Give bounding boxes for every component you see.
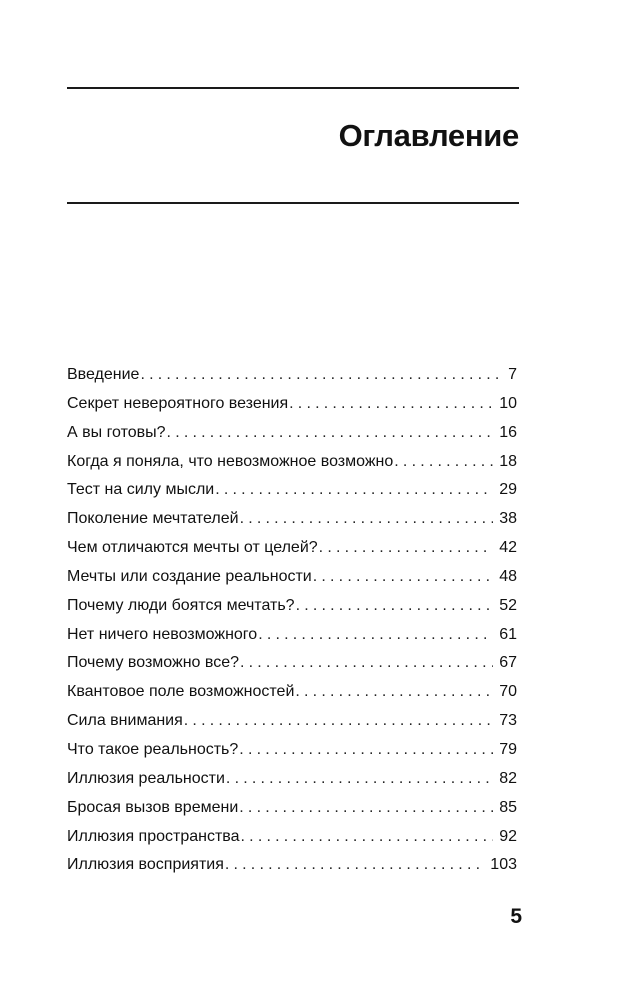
toc-entry[interactable] bbox=[67, 366, 517, 395]
toc-leader-dots bbox=[313, 568, 493, 586]
toc-entry-title: Тест на силу мысли bbox=[67, 481, 215, 499]
toc-leader-dots bbox=[295, 683, 493, 701]
toc-leader-dots bbox=[241, 828, 494, 846]
toc-entry[interactable] bbox=[67, 654, 517, 683]
toc-entry-title: Когда я поняла, что невозможное возможно bbox=[67, 452, 394, 470]
toc-leader-dots bbox=[225, 856, 484, 874]
toc-entry[interactable] bbox=[67, 626, 517, 655]
toc-leader-dots bbox=[167, 424, 494, 442]
toc-entry-page: 82 bbox=[499, 769, 517, 787]
toc-entry-page: 18 bbox=[499, 452, 517, 470]
top-rule bbox=[67, 87, 519, 89]
toc-entry-page: 73 bbox=[499, 712, 517, 730]
toc-entry-title: Иллюзия пространства bbox=[67, 827, 240, 845]
toc-entry-title: Нет ничего невозможного bbox=[67, 625, 258, 643]
toc-entry-title: Чем отличаются мечты от целей? bbox=[67, 539, 318, 557]
toc-leader-dots bbox=[239, 799, 493, 817]
toc-leader-dots bbox=[240, 510, 494, 528]
toc-entry-title: Иллюзия восприятия bbox=[67, 856, 224, 874]
toc-entry-title: Что такое реальность? bbox=[67, 740, 239, 758]
toc-entry-title: Сила внимания bbox=[67, 712, 183, 730]
toc-leader-dots bbox=[184, 712, 493, 730]
toc-entry-title: Мечты или создание реальности bbox=[67, 567, 312, 585]
toc-leader-dots bbox=[296, 597, 494, 615]
toc-leader-dots bbox=[140, 366, 502, 384]
toc-entry-title: Бросая вызов времени bbox=[67, 798, 239, 816]
toc-entry-page: 29 bbox=[499, 481, 517, 499]
toc-entry[interactable] bbox=[67, 510, 517, 539]
toc-entry-page: 7 bbox=[508, 366, 517, 383]
toc-leader-dots bbox=[239, 741, 493, 759]
toc-entry[interactable] bbox=[67, 395, 517, 424]
toc-leader-dots bbox=[289, 395, 493, 413]
toc-entry[interactable] bbox=[67, 453, 517, 482]
toc-entry-title: Введение bbox=[67, 366, 140, 383]
toc-leader-dots bbox=[226, 770, 493, 788]
toc-leader-dots bbox=[240, 654, 493, 672]
toc-entry[interactable] bbox=[67, 568, 517, 597]
toc-entry-page: 42 bbox=[499, 539, 517, 557]
table-of-contents bbox=[67, 366, 517, 885]
toc-leader-dots bbox=[258, 626, 493, 644]
toc-entry-title: Секрет невероятного везения bbox=[67, 394, 289, 412]
toc-entry-page: 16 bbox=[499, 423, 517, 441]
toc-entry-page: 38 bbox=[499, 510, 517, 528]
toc-leader-dots bbox=[394, 453, 493, 471]
toc-entry[interactable] bbox=[67, 597, 517, 626]
toc-entry-page: 103 bbox=[490, 856, 517, 874]
toc-entry[interactable] bbox=[67, 712, 517, 741]
toc-entry[interactable] bbox=[67, 481, 517, 510]
toc-entry-page: 85 bbox=[499, 798, 517, 816]
toc-entry-title: Почему возможно все? bbox=[67, 654, 239, 672]
toc-entry-title: Иллюзия реальности bbox=[67, 769, 225, 787]
toc-entry-page: 48 bbox=[499, 567, 517, 585]
toc-entry-page: 92 bbox=[499, 827, 517, 845]
toc-entry-page: 79 bbox=[499, 740, 517, 758]
toc-entry[interactable] bbox=[67, 424, 517, 453]
toc-entry-page: 52 bbox=[499, 596, 517, 614]
bottom-rule bbox=[67, 202, 519, 204]
toc-entry-page: 70 bbox=[499, 683, 517, 701]
toc-entry[interactable] bbox=[67, 799, 517, 828]
toc-entry-title: Поколение мечтателей bbox=[67, 510, 239, 528]
toc-entry[interactable] bbox=[67, 856, 517, 885]
toc-entry[interactable] bbox=[67, 770, 517, 799]
toc-entry[interactable] bbox=[67, 539, 517, 568]
page-title: Оглавление bbox=[338, 118, 519, 153]
toc-entry-title: Квантовое поле возможностей bbox=[67, 683, 295, 701]
toc-leader-dots bbox=[215, 481, 493, 499]
toc-entry[interactable] bbox=[67, 683, 517, 712]
toc-entry[interactable] bbox=[67, 741, 517, 770]
toc-entry-page: 67 bbox=[499, 654, 517, 672]
toc-entry-page: 10 bbox=[499, 394, 517, 412]
page-number: 5 bbox=[510, 905, 522, 928]
toc-entry[interactable] bbox=[67, 828, 517, 857]
toc-entry-title: Почему люди боятся мечтать? bbox=[67, 596, 295, 614]
toc-entry-title: А вы готовы? bbox=[67, 423, 166, 441]
toc-leader-dots bbox=[319, 539, 494, 557]
toc-entry-page: 61 bbox=[499, 625, 517, 643]
